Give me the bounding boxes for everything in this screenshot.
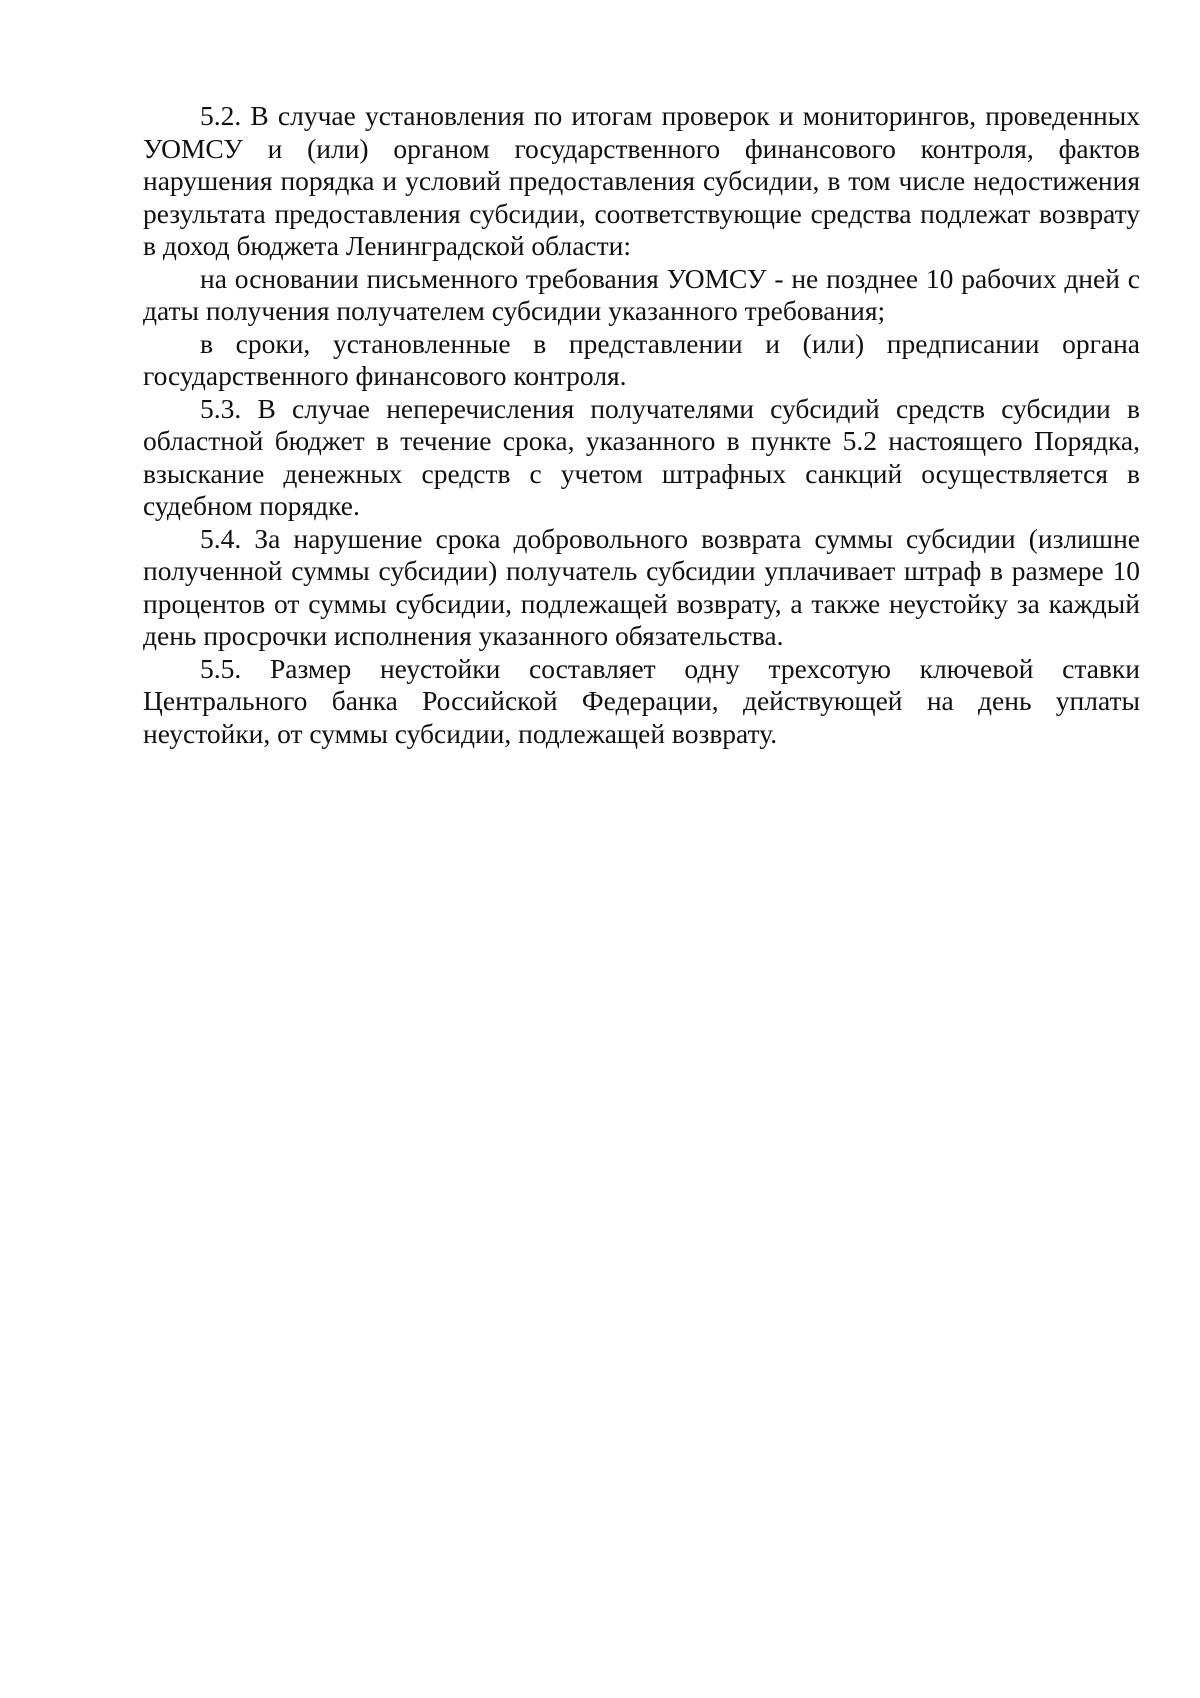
paragraph-5-4: 5.4. За нарушение срока добровольного возврата суммы субсидии (излишне полученной суммы субсидии) получатель субсидии уплачивает штраф в размере 10 процентов от суммы субсидии, подлежащей возврату, а также неустойку за каждый день просрочки исполнения указанного обязательства. [143, 522, 1140, 651]
paragraph-5-5: 5.5. Размер неустойки составляет одну трехсотую ключевой ставки Центрального банка Российской Федерации, действующей на день уплаты неустойки, от суммы субсидии, подлежащей возврату. [143, 652, 1140, 749]
document-body [143, 100, 1140, 750]
paragraph-5-2-control-body-terms: в сроки, установленные в представлении и (или) предписании органа государственного финансового контроля. [143, 327, 1140, 391]
paragraph-5-2: 5.2. В случае установления по итогам проверок и мониторингов, проведенных УОМСУ и (или) органом государственного финансового контроля, фактов нарушения порядка и условий предоставления субсидии, в том числе недостижения результата предоставления субсидии, соответствующие средства подлежат возврату в доход бюджета Ленинградской области: [143, 100, 1140, 261]
paragraph-5-2-written-request: на основании письменного требования УОМСУ - не позднее 10 рабочих дней с даты получения получателем субсидии указанного требования; [143, 262, 1140, 326]
paragraph-5-3: 5.3. В случае неперечисления получателями субсидий средств субсидии в областной бюджет в течение срока, указанного в пункте 5.2 настоящего Порядка, взыскание денежных средств с учетом штрафных санкций осуществляется в судебном порядке. [143, 392, 1140, 521]
